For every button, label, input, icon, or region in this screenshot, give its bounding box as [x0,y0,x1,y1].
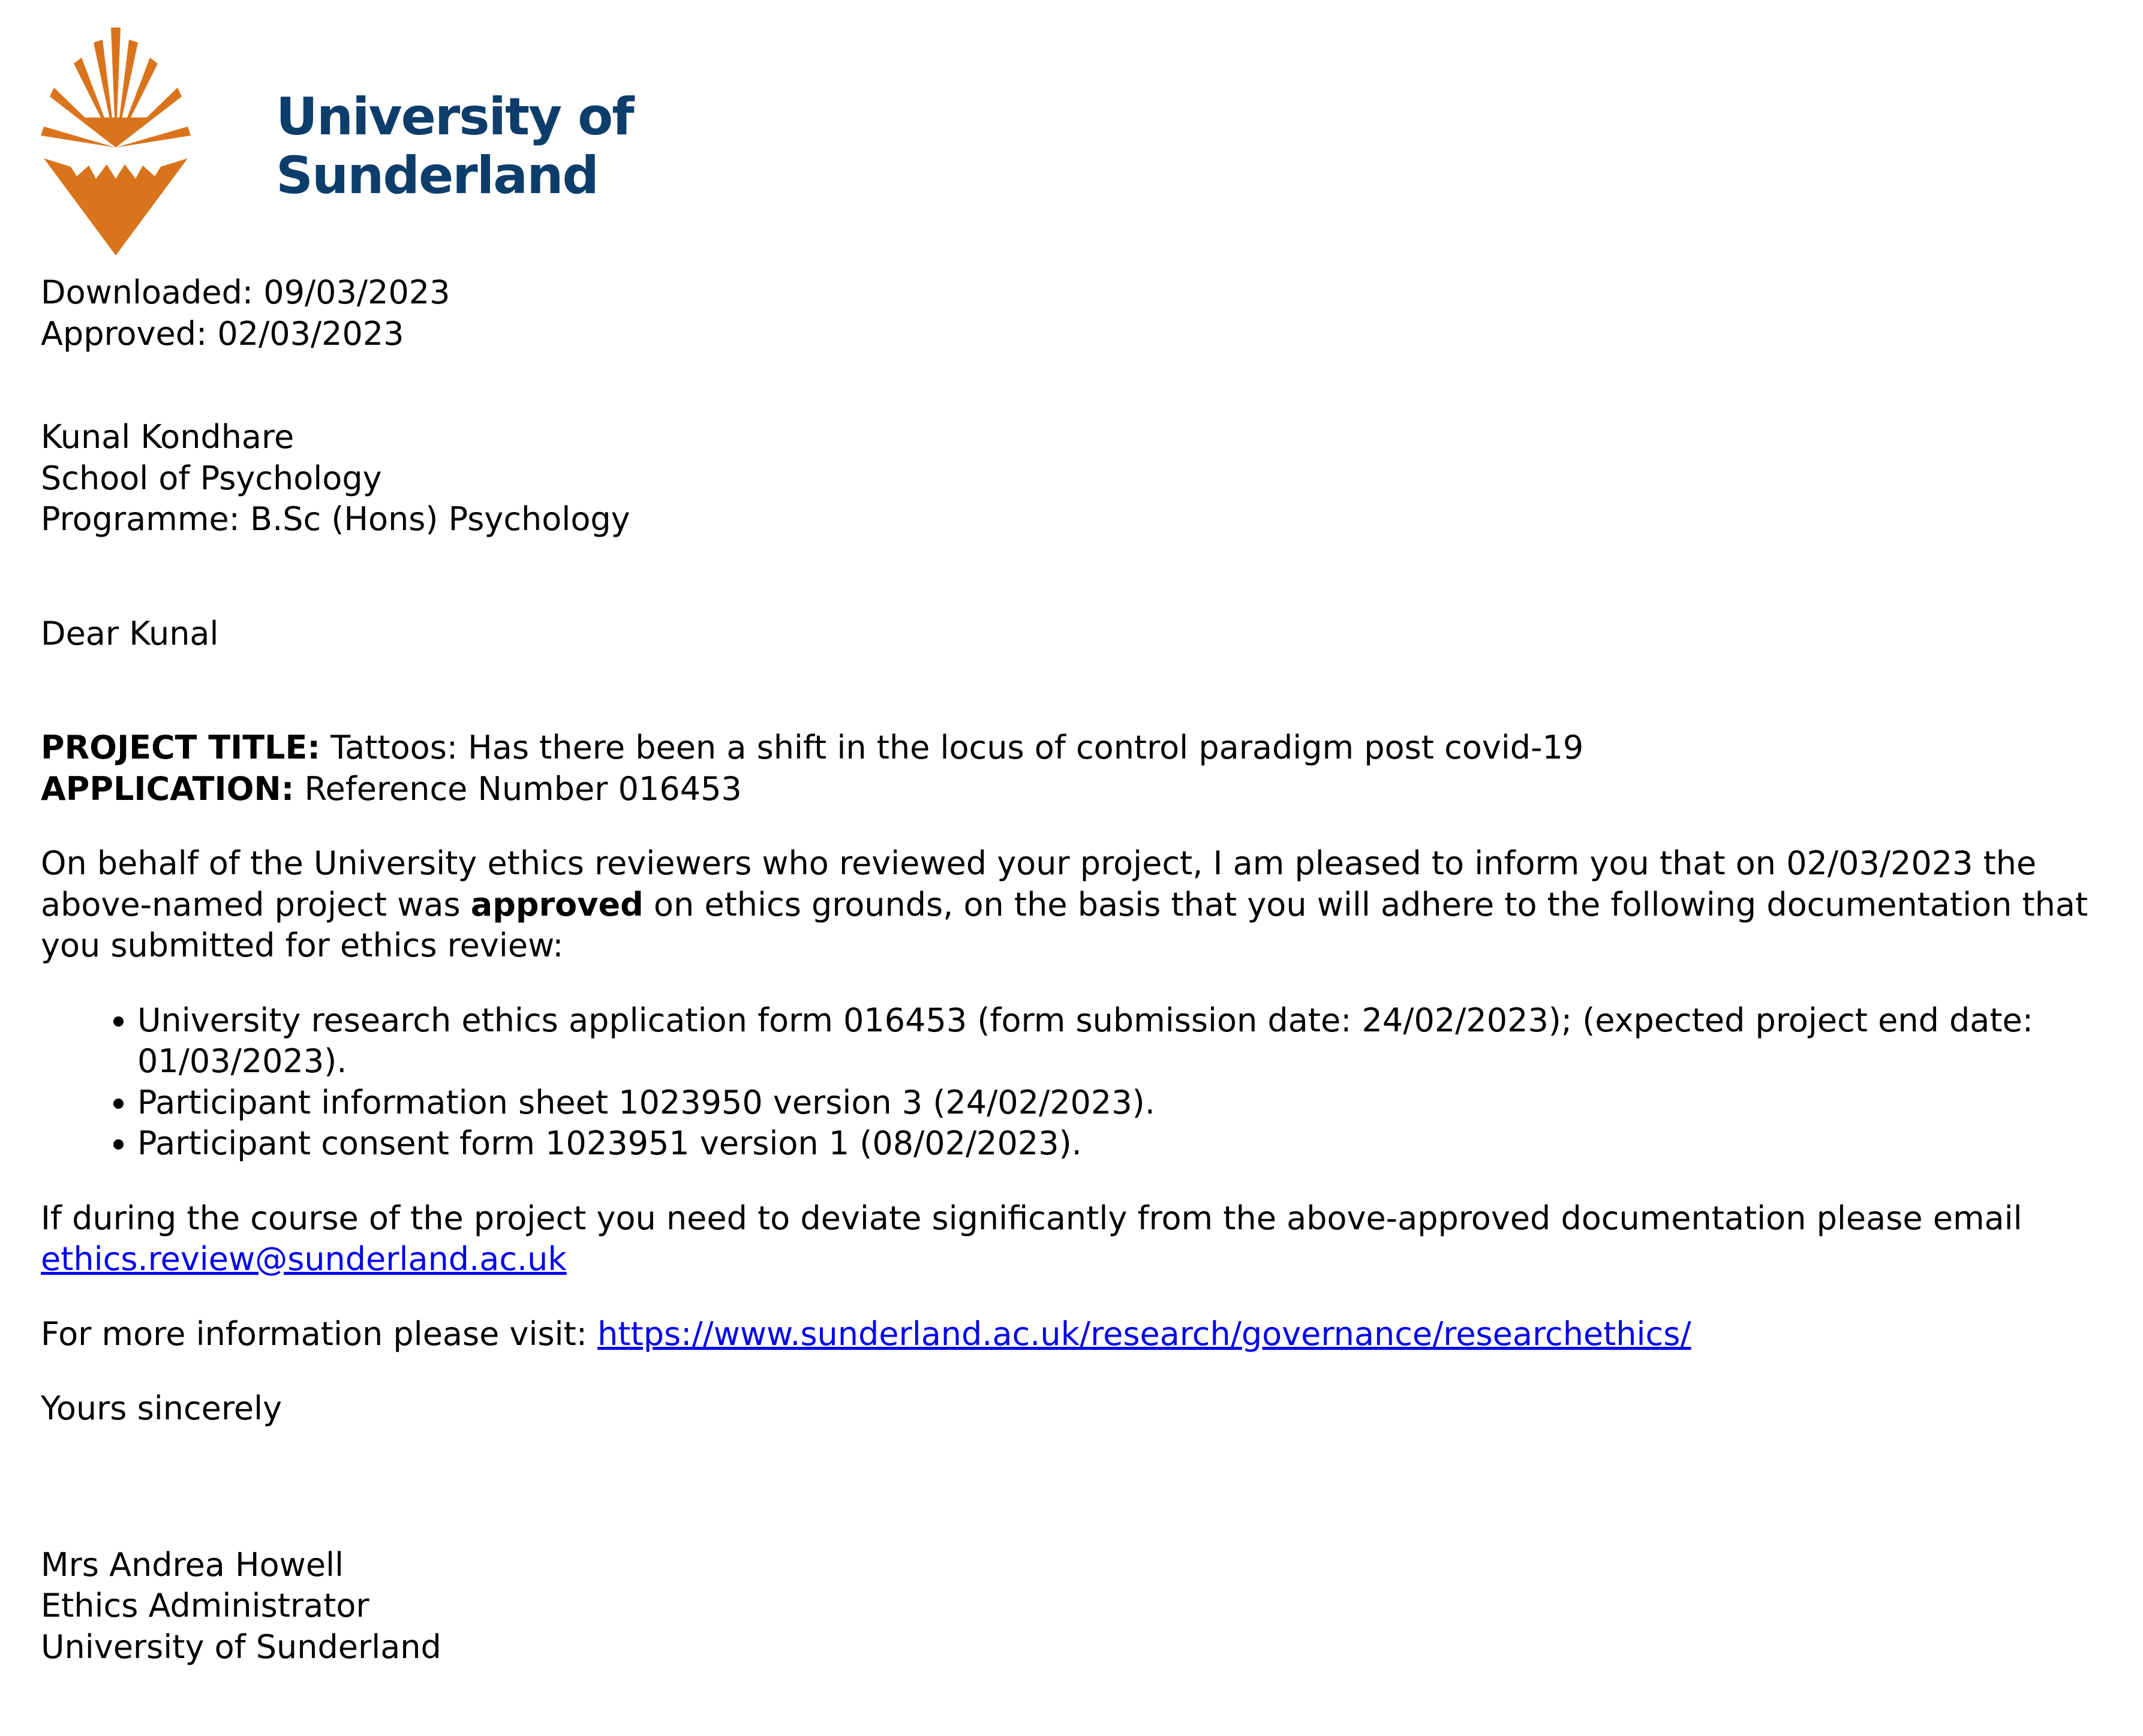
approval-text-after: on ethics grounds, on the basis that you will adhere to the following documentation that you submitted for ethics review: [41,885,2088,964]
signatory-role: Ethics Administrator [41,1587,369,1624]
project-title-line [41,727,2134,769]
application-line [41,769,2134,810]
recipient-name: Kunal Kondhare [41,418,294,456]
project-block [41,727,2134,810]
salutation: Dear Kunal [41,614,219,652]
wordmark-line-2: Sunderland [276,146,598,206]
signatory-name: Mrs Andrea Howell [41,1545,344,1584]
project-title-value: Tattoos: Has there been a shift in the locus of control paradigm post covid-19 [320,729,1584,766]
approval-keyword: approved [470,885,644,923]
downloaded-date: Downloaded: 09/03/2023 [41,273,450,311]
deviation-paragraph [41,1198,2134,1280]
signature-block [41,1545,2134,1668]
research-ethics-link[interactable]: https://www.sunderland.ac.uk/research/governance/researchethics/ [597,1314,1691,1353]
recipient-school: School of Psychology [41,459,382,497]
approval-paragraph [41,843,2134,967]
recipient-programme: Programme: B.Sc (Hons) Psychology [41,500,630,538]
list-item: • University research ethics application form 016453 (form submission date: 24/02/2023); (expected project end date: 01/03/2023). [137,1000,2134,1082]
wordmark-line-1: University of [276,87,633,147]
sunburst-logo-icon [41,22,191,267]
application-value: Reference Number 016453 [294,769,742,808]
dates-block [41,272,2134,354]
list-item: • Participant information sheet 1023950 version 3 (24/02/2023). [137,1082,2134,1124]
approval-text-before: On behalf of the University ethics reviewers who reviewed your project, I am pleased to inform you that on 02/03/2023 the above-named project was [41,844,2037,923]
approved-date: Approved: 02/03/2023 [41,314,404,353]
recipient-block [41,417,2134,540]
ethics-email-link[interactable]: ethics.review@sunderland.ac.uk [41,1240,567,1278]
application-label: APPLICATION: [41,769,294,808]
project-title-label: PROJECT TITLE: [41,729,320,766]
list-item: • Participant consent form 1023951 version 1 (08/02/2023). [137,1123,2134,1165]
university-wordmark [276,88,633,205]
closing: Yours sincerely [41,1389,282,1427]
documents-list [41,1000,2134,1165]
more-info-text: For more information please visit: [41,1314,598,1353]
letter [41,22,2134,1668]
more-info-line [41,1314,2134,1355]
signatory-organisation: University of Sunderland [41,1627,441,1666]
deviation-text: If during the course of the project you need to deviate significantly from the above-approved documentation please email [41,1199,2022,1237]
university-logo [41,22,2134,272]
